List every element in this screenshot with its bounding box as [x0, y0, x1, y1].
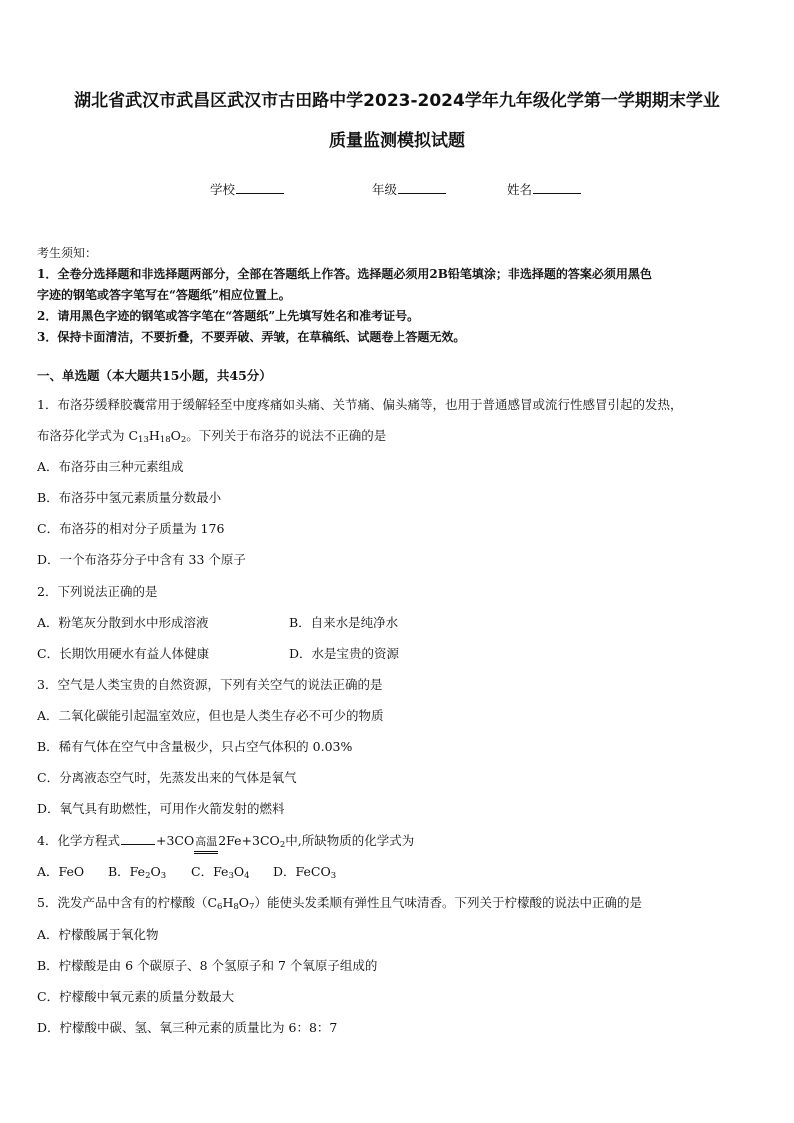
- q1-option-d: D．一个布洛芬分子中含有 33 个原子: [37, 552, 246, 567]
- q1-stem-line1: 1．布洛芬缓释胶囊常用于缓解轻至中度疼痛如头痛、关节痛、偏头痛等，也用于普通感冒或流行性感冒引起的发热，: [37, 397, 683, 412]
- q4-option-b-text: O: [150, 864, 161, 879]
- q4-reactant: +3CO: [155, 833, 195, 848]
- q4-product-sub: 2: [279, 840, 286, 850]
- q3-option-b: B．稀有气体在空气中含量极少，只占空气体积的 0.03%: [37, 739, 353, 754]
- q4-option-a: A．FeO: [37, 864, 85, 879]
- q1-formula-sub: 18: [159, 435, 171, 445]
- q4-stem: [37, 832, 762, 851]
- school-field: [210, 180, 284, 200]
- q4-product: 2Fe+3CO: [218, 833, 280, 848]
- q1-option-a: A．布洛芬由三种元素组成: [37, 459, 184, 474]
- q2-option-c: C．长期饮用硬水有益人体健康: [37, 646, 210, 661]
- name-blank: [533, 180, 581, 194]
- q4-reaction-condition: [194, 833, 218, 851]
- q5-stem-text: ）能使头发柔顺有弹性且气味清香。下列关于柠檬酸的说法中正确的是: [254, 895, 642, 910]
- grade-label: 年级: [372, 182, 398, 197]
- q3-stem: 3．空气是人类宝贵的自然资源，下列有关空气的说法正确的是: [37, 677, 383, 692]
- q3-option-a: A．二氧化碳能引起温室效应，但也是人类生存必不可少的物质: [37, 708, 384, 723]
- q2-option-a: A．粉笔灰分散到水中形成溶液: [37, 615, 209, 630]
- q5-formula-sub: 6: [217, 902, 223, 912]
- q4-option-b: [108, 863, 166, 881]
- notice-heading: 考生须知：: [37, 246, 98, 260]
- q5-formula-el: O: [238, 895, 250, 910]
- q4-option-c-text: O: [233, 864, 245, 879]
- q4-option-d: [273, 863, 336, 881]
- q5-formula-sub: 8: [233, 902, 239, 912]
- q2-option-b: B．自来水是纯净水: [289, 615, 399, 630]
- q5-stem-text: 5．洗发产品中含有的柠檬酸（C: [37, 895, 218, 910]
- student-info-row: [0, 180, 794, 200]
- q4-condition-text: 高温: [195, 835, 218, 848]
- q1-stem-text: 布洛芬化学式为 C: [37, 428, 139, 443]
- q4-option-d-text: D．FeCO: [273, 864, 331, 879]
- notice-item-2: 2．请用黑色字迹的钢笔或答字笔在“答题纸”上先填写姓名和准考证号。: [37, 309, 420, 323]
- q4-option-b-sub: 2: [145, 871, 151, 881]
- q1-formula-el: H: [148, 428, 160, 443]
- q1-option-b: B．布洛芬中氢元素质量分数最小: [37, 490, 222, 505]
- q4-answer-blank: [121, 832, 155, 845]
- q1-formula-el: O: [170, 428, 181, 443]
- q1-formula-sub: 2: [180, 435, 187, 445]
- q4-option-b-sub: 3: [160, 871, 167, 881]
- school-label: 学校: [210, 182, 236, 197]
- q2-stem: 2．下列说法正确的是: [37, 584, 158, 599]
- q4-stem-text: 中,所缺物质的化学式为: [285, 833, 415, 848]
- school-blank: [236, 180, 284, 194]
- q4-option-c: [191, 863, 250, 881]
- q5-stem: [37, 894, 762, 912]
- section-heading: 一、单选题（本大题共15小题，共45分）: [37, 368, 272, 383]
- q4-stem-text: 4．化学方程式: [37, 833, 120, 848]
- notice-item-1a: 1．全卷分选择题和非选择题两部分，全部在答题纸上作答。选择题必须用2B铅笔填涂；非选择题的答案必须用黑色: [37, 267, 652, 281]
- q5-option-b: B．柠檬酸是由 6 个碳原子、8 个氢原子和 7 个氧原子组成的: [37, 958, 378, 973]
- q5-option-a: A．柠檬酸属于氧化物: [37, 927, 159, 942]
- q1-stem-text: 。下列关于布洛芬的说法不正确的是: [186, 428, 387, 443]
- exam-title-line2: 质量监测模拟试题: [329, 131, 465, 151]
- q1-stem-line2: [37, 427, 762, 445]
- exam-title-line1: 湖北省武汉市武昌区武汉市古田路中学2023-2024学年九年级化学第一学期期末学业: [74, 91, 720, 111]
- q1-option-c: C．布洛芬的相对分子质量为 176: [37, 521, 225, 536]
- grade-blank: [398, 180, 446, 194]
- name-label: 姓名: [507, 182, 533, 197]
- name-field: [507, 180, 581, 200]
- q5-formula-el: H: [222, 895, 234, 910]
- q4-option-b-text: B．Fe: [108, 864, 146, 879]
- q5-formula-sub: 7: [249, 902, 255, 912]
- q4-equals-line-top: [194, 851, 218, 852]
- q4-equals-line-bottom: [194, 853, 218, 854]
- q4-option-c-sub: 4: [244, 871, 250, 881]
- q1-formula-sub: 13: [138, 435, 149, 445]
- q4-option-c-sub: 3: [228, 871, 234, 881]
- notice-item-1b: 字迹的钢笔或答字笔写在“答题纸”相应位置上。: [37, 288, 291, 302]
- notice-item-3: 3．保持卡面清洁，不要折叠，不要弄破、弄皱，在草稿纸、试题卷上答题无效。: [37, 330, 466, 344]
- q5-option-d: D．柠檬酸中碳、氢、氧三种元素的质量比为 6：8：7: [37, 1020, 338, 1035]
- q5-option-c: C．柠檬酸中氧元素的质量分数最大: [37, 989, 235, 1004]
- grade-field: [372, 180, 446, 200]
- q4-option-c-text: C．Fe: [191, 864, 229, 879]
- q3-option-c: C．分离液态空气时，先蒸发出来的气体是氧气: [37, 770, 297, 785]
- q3-option-d: D．氧气具有助燃性，可用作火箭发射的燃料: [37, 801, 285, 816]
- q2-option-d: D．水是宝贵的资源: [289, 646, 400, 661]
- q4-option-d-sub: 3: [330, 871, 337, 881]
